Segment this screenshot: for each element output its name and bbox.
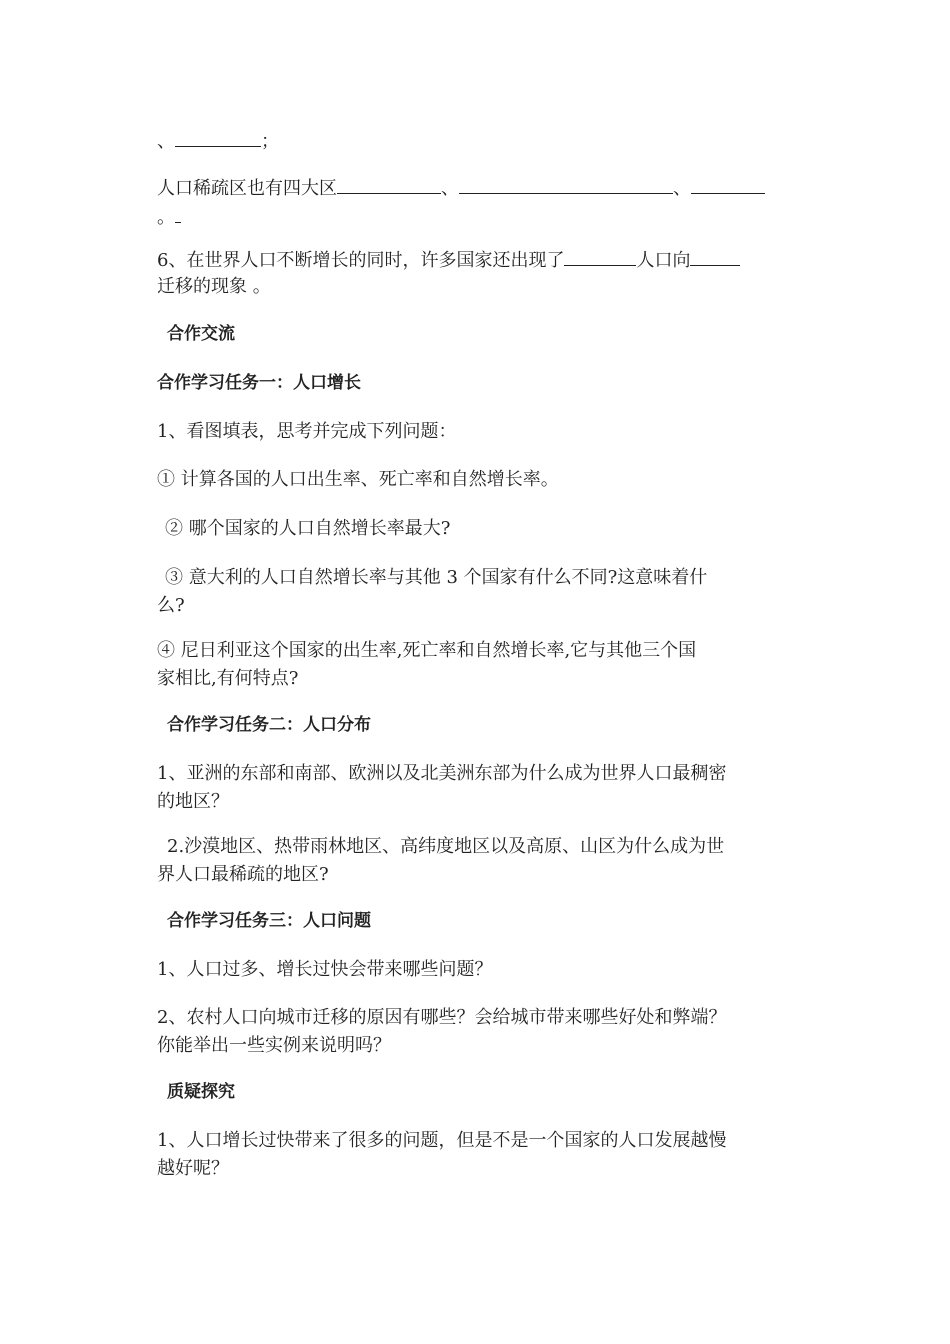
inquiry-question-1-line2: 越好呢？ bbox=[157, 1158, 229, 1179]
task3-question-1: 1、人口过多、增长过快会带来哪些问题？ bbox=[157, 959, 493, 980]
answer-blank[interactable] bbox=[337, 173, 441, 194]
sparse-areas-end: 。 bbox=[157, 202, 797, 232]
section-heading-cooperation: 合作交流 bbox=[167, 324, 235, 344]
task2-title: 合作学习任务二：人口分布 bbox=[167, 715, 371, 735]
task3-title: 合作学习任务三：人口问题 bbox=[167, 911, 371, 931]
answer-blank[interactable] bbox=[691, 173, 765, 194]
task2-question-2-line2: 界人口最稀疏的地区? bbox=[157, 864, 329, 885]
answer-blank[interactable] bbox=[564, 245, 636, 266]
answer-blank[interactable] bbox=[175, 202, 181, 223]
section-heading-inquiry: 质疑探究 bbox=[167, 1082, 235, 1102]
task2-question-1-line2: 的地区？ bbox=[157, 791, 229, 812]
answer-blank[interactable] bbox=[690, 245, 740, 266]
inquiry-question-1-line1: 1、人口增长过快带来了很多的问题，但是不是一个国家的人口发展越慢 bbox=[157, 1130, 727, 1151]
task3-question-2-line1: 2、农村人口向城市迁移的原因有哪些？会给城市带来哪些好处和弊端？ bbox=[157, 1007, 727, 1028]
answer-blank[interactable] bbox=[459, 173, 673, 194]
answer-blank[interactable] bbox=[175, 126, 261, 147]
task1-sub-3-line1: ③ 意大利的人口自然增长率与其他 3 个国家有什么不同?这意味着什 bbox=[165, 567, 708, 588]
task1-sub-2: ② 哪个国家的人口自然增长率最大? bbox=[165, 518, 451, 539]
task2-question-1-line1: 1、亚洲的东部和南部、欧洲以及北美洲东部为什么成为世界人口最稠密 bbox=[157, 763, 727, 784]
task1-sub-1: ① 计算各国的人口出生率、死亡率和自然增长率。 bbox=[157, 469, 559, 490]
task1-sub-4-line2: 家相比,有何特点? bbox=[157, 668, 299, 689]
sparse-areas-line: 人口稀疏区也有四大区 、 、 bbox=[157, 173, 797, 203]
task1-title: 合作学习任务一：人口增长 bbox=[157, 373, 361, 393]
task1-sub-3-line2: 么? bbox=[157, 595, 185, 616]
task2-question-2-line1: 2.沙漠地区、热带雨林地区、高纬度地区以及高原、山区为什么成为世 bbox=[167, 836, 725, 857]
task1-question-1: 1、看图填表，思考并完成下列问题： bbox=[157, 421, 457, 442]
question-6-line2: 迁移的现象 。 bbox=[157, 276, 271, 297]
task1-sub-4-line1: ④ 尼日利亚这个国家的出生率,死亡率和自然增长率,它与其他三个国 bbox=[157, 640, 697, 661]
task3-question-2-line2: 你能举出一些实例来说明吗？ bbox=[157, 1035, 391, 1056]
question-6-line1: 6、在世界人口不断增长的同时，许多国家还出现了 人口向 bbox=[157, 245, 797, 275]
fill-line-top: 、 ； bbox=[157, 126, 797, 156]
